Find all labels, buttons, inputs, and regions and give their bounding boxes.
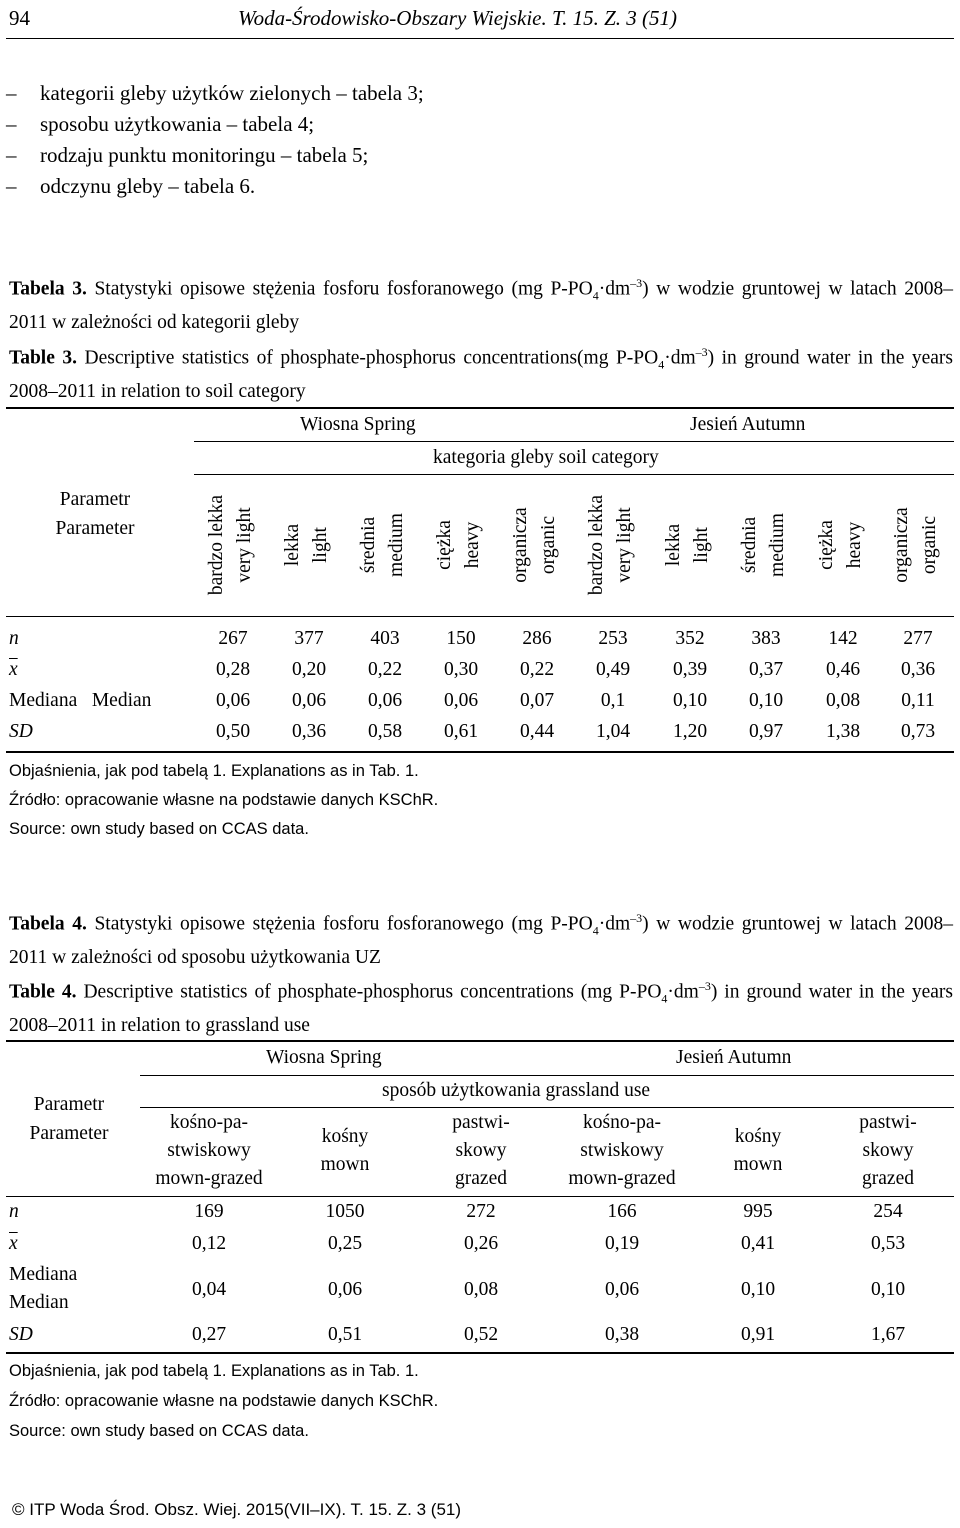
table3-cell: 0,07 [519, 690, 555, 711]
list-item [6, 109, 424, 140]
table4-source-en: Source: own study based on CCAS data. [9, 1422, 309, 1440]
column-label-line: skowy [862, 1140, 914, 1161]
table3-param-pl: Parametr [59, 489, 131, 510]
row-label-line: Median [9, 1292, 69, 1313]
bullet-dash: – [6, 143, 17, 167]
caption-text: ·dm [667, 981, 699, 1003]
column-label-en: organic [538, 515, 559, 575]
list-item-text: odczynu gleby – tabela 6. [40, 174, 256, 198]
table4-column-header [275, 1123, 415, 1179]
table4-source-pl: Źródło: opracowanie własne na podstawie danych KSChR. [9, 1392, 439, 1410]
table4-cell: 0,27 [191, 1324, 227, 1345]
subscript: 4 [592, 288, 599, 303]
table3-cell: 0,46 [825, 659, 861, 680]
table4-cell: 1050 [325, 1201, 365, 1222]
table3-cell: 0,22 [367, 659, 403, 680]
table3-column-header [660, 480, 720, 610]
table4-row-label: $\overline{x}$ [9, 1233, 18, 1254]
table3-cell: 0,28 [215, 659, 251, 680]
table4-cell: 0,91 [740, 1324, 776, 1345]
column-label-line: stwiskowy [580, 1140, 664, 1161]
list-item [6, 140, 424, 171]
table4-cell: 272 [466, 1201, 496, 1222]
caption-text: ) w wodzie gruntowej w latach 2008–2011 w zależności od kategorii gleby [9, 278, 954, 334]
table4-cell: 0,38 [604, 1324, 640, 1345]
table3-cell: 142 [828, 628, 858, 649]
footer-copyright: © ITP Woda Środ. Obsz. Wiej. 2015(VII–IX). T. 15. Z. 3 (51) [12, 1500, 462, 1519]
table3-column-header [203, 480, 263, 610]
table3-cell: 0,1 [600, 690, 626, 711]
table3-cell: 0,22 [519, 659, 555, 680]
table3-cell: 352 [675, 628, 705, 649]
table4-cell: 0,06 [604, 1279, 640, 1300]
table3-cell: 1,20 [672, 721, 708, 742]
table4-cell: 0,51 [327, 1324, 363, 1345]
column-label-line: pastwi- [452, 1112, 510, 1133]
table3-column-header [279, 480, 339, 610]
table3-column-header [431, 480, 491, 610]
table3-cell: 0,08 [825, 690, 861, 711]
caption-text: Descriptive statistics of phosphate-phosphorus concentrations(mg P-PO [84, 347, 659, 369]
column-label-line: mown [320, 1154, 370, 1175]
caption-text: ) w wodzie gruntowej w latach 2008–2011 w zależności od sposobu użytkowania UZ [9, 913, 954, 969]
table4-row-label [9, 1261, 77, 1317]
table3-source-en: Source: own study based on CCAS data. [9, 820, 309, 838]
table3-cell: 0,73 [900, 721, 936, 742]
table3-param-en: Parameter [55, 518, 135, 539]
page-number: 94 [9, 6, 30, 30]
table4-column-header [139, 1109, 279, 1193]
column-label-en: medium [767, 513, 788, 577]
table3-cell: 0,11 [901, 690, 935, 711]
table3-cell: 0,36 [900, 659, 936, 680]
column-label-pl: średnia [358, 516, 379, 574]
column-label-line: stwiskowy [167, 1140, 251, 1161]
table4-cell: 169 [194, 1201, 224, 1222]
caption-text: Statystyki opisowe stężenia fosforu fosforanowego (mg P-PO [94, 913, 593, 935]
table3-spring-header: Wiosna Spring [300, 414, 416, 435]
list-item-text: kategorii gleby użytków zielonych – tabela 3; [40, 81, 424, 105]
list-item [6, 171, 424, 202]
table4-cell: 995 [743, 1201, 773, 1222]
bullet-dash: – [6, 174, 17, 198]
column-label-pl: bardzo lekka [206, 494, 227, 596]
table4-cell: 0,52 [463, 1324, 499, 1345]
superscript: –3 [695, 345, 708, 359]
table3-cell: 0,50 [215, 721, 251, 742]
table4-column-header [818, 1109, 958, 1193]
table4-caption-en [9, 973, 953, 1039]
caption-text: ·dm [598, 278, 631, 300]
table4-cell: 0,06 [327, 1279, 363, 1300]
table3-cell: 0,49 [595, 659, 631, 680]
caption-label: Tabela 4. [9, 913, 87, 935]
column-label-line: mown [733, 1154, 783, 1175]
table3-header-rule [6, 616, 954, 617]
table3-cell: 0,97 [748, 721, 784, 742]
table3-top-rule [6, 407, 954, 409]
table3-column-header [813, 480, 873, 610]
header-rule [6, 38, 954, 39]
column-label-en: medium [386, 513, 407, 577]
table3-column-header [888, 480, 948, 610]
table4-cell: 0,25 [327, 1233, 363, 1254]
table3-row-label: n [9, 628, 19, 649]
table3-cell: 0,44 [519, 721, 555, 742]
row-label-line: Mediana [9, 1264, 78, 1285]
table3-caption-en [9, 339, 953, 405]
table3-cell: 0,30 [443, 659, 479, 680]
column-label-pl: średnia [739, 516, 760, 574]
column-label-pl: lekka [282, 523, 303, 567]
caption-text: ·dm [664, 347, 696, 369]
table3-cell: 0,10 [672, 690, 708, 711]
list-item [6, 78, 424, 109]
table3-column-header [736, 480, 796, 610]
table4-top-rule [6, 1040, 954, 1042]
bullet-dash: – [6, 81, 17, 105]
table4-column-header [688, 1123, 828, 1179]
table4-group-rule [140, 1107, 954, 1108]
table4-cell: 1,67 [870, 1324, 906, 1345]
table3-column-header [507, 480, 567, 610]
table4-cell: 0,26 [463, 1233, 499, 1254]
column-label-en: light [691, 527, 712, 563]
table3-cell: 286 [522, 628, 552, 649]
table4-bottom-rule [6, 1352, 954, 1354]
subscript: 4 [592, 923, 599, 938]
table3-cell: 0,06 [367, 690, 403, 711]
superscript: –3 [630, 276, 643, 290]
journal-title: Woda-Środowisko-Obszary Wiejskie. T. 15. Z. 3 (51) [238, 6, 678, 30]
column-label-line: skowy [455, 1140, 507, 1161]
column-label-en: light [310, 527, 331, 563]
table3-cell: 267 [218, 628, 248, 649]
table3-row-label: Mediana Median [9, 690, 152, 711]
column-label-line: kośny [734, 1126, 782, 1147]
table4-header-rule [6, 1196, 954, 1197]
table3-cell: 1,38 [825, 721, 861, 742]
table4-cell: 0,41 [740, 1233, 776, 1254]
table4-group-header: sposób użytkowania grassland use [382, 1080, 651, 1101]
table4-season-rule [140, 1075, 954, 1076]
table4-cell: 0,53 [870, 1233, 906, 1254]
table4-caption-pl [9, 905, 953, 971]
table4-cell: 0,10 [740, 1279, 776, 1300]
column-label-en: very light [614, 507, 635, 583]
column-label-line: kośno-pa- [170, 1112, 248, 1133]
table3-cell: 0,58 [367, 721, 403, 742]
subscript: 4 [661, 991, 668, 1006]
table4-cell: 254 [873, 1201, 903, 1222]
table3-cell: 0,06 [215, 690, 251, 711]
column-label-en: heavy [462, 521, 483, 569]
column-label-line: pastwi- [859, 1112, 917, 1133]
table4-row-label: n [9, 1201, 19, 1222]
column-label-pl: ciężka [434, 520, 455, 570]
table4-autumn-header: Jesień Autumn [676, 1047, 792, 1068]
table4-spring-header: Wiosna Spring [266, 1047, 382, 1068]
table4-note: Objaśnienia, jak pod tabelą 1. Explanations as in Tab. 1. [9, 1362, 419, 1380]
table4-param-pl: Parametr [33, 1094, 105, 1115]
table3-cell: 1,04 [595, 721, 631, 742]
table4-cell: 0,10 [870, 1279, 906, 1300]
caption-text: ·dm [598, 913, 631, 935]
caption-label: Table 3. [9, 347, 78, 369]
column-label-line: mown-grazed [568, 1168, 676, 1189]
table3-cell: 377 [294, 628, 324, 649]
table3-cell: 0,20 [291, 659, 327, 680]
table3-cell: 0,06 [291, 690, 327, 711]
column-label-pl: organicza [891, 507, 912, 583]
column-label-pl: organicza [510, 507, 531, 583]
table4-cell: 166 [607, 1201, 637, 1222]
list-item-text: rodzaju punktu monitoringu – tabela 5; [40, 143, 369, 167]
table3-column-header [583, 480, 643, 610]
table4-cell: 0,08 [463, 1279, 499, 1300]
table4-row-label: SD [9, 1324, 33, 1345]
column-label-line: kośno-pa- [583, 1112, 661, 1133]
table3-note: Objaśnienia, jak pod tabelą 1. Explanations as in Tab. 1. [9, 762, 419, 780]
caption-label: Table 4. [9, 981, 77, 1003]
column-label-line: kośny [321, 1126, 369, 1147]
caption-text: Descriptive statistics of phosphate-phosphorus concentrations (mg P-PO [83, 981, 662, 1003]
column-label-en: organic [919, 515, 940, 575]
superscript: –3 [698, 979, 711, 993]
caption-label: Tabela 3. [9, 278, 87, 300]
table3-cell: 0,39 [672, 659, 708, 680]
list-item-text: sposobu użytkowania – tabela 4; [40, 112, 315, 136]
table3-cell: 0,10 [748, 690, 784, 711]
table3-cell: 277 [903, 628, 933, 649]
column-label-line: mown-grazed [155, 1168, 263, 1189]
table4-cell: 0,19 [604, 1233, 640, 1254]
table3-source-pl: Źródło: opracowanie własne na podstawie danych KSChR. [9, 791, 439, 809]
column-label-line: grazed [455, 1168, 507, 1189]
table3-row-label: $\overline{x}$ [9, 659, 18, 680]
column-label-en: heavy [844, 521, 865, 569]
table4-param-en: Parameter [29, 1123, 109, 1144]
table4-column-header [552, 1109, 692, 1193]
bullet-list [6, 78, 424, 202]
table3-cell: 0,06 [443, 690, 479, 711]
table3-cell: 150 [446, 628, 476, 649]
column-label-line: grazed [862, 1168, 914, 1189]
table4-column-header [411, 1109, 551, 1193]
table3-group-rule [194, 474, 954, 475]
table3-cell: 0,36 [291, 721, 327, 742]
table3-caption-pl [9, 270, 953, 336]
table3-cell: 0,61 [443, 721, 479, 742]
superscript: –3 [630, 911, 643, 925]
table3-column-header [355, 480, 415, 610]
table3-season-rule [194, 441, 954, 442]
column-label-pl: lekka [663, 523, 684, 567]
caption-text: ) in ground water in the years 2008–2011 in relation to grassland use [9, 981, 953, 1037]
table3-cell: 0,37 [748, 659, 784, 680]
table3-cell: 383 [751, 628, 781, 649]
subscript: 4 [658, 357, 665, 372]
table3-bottom-rule [6, 751, 954, 753]
caption-text: ) in ground water in the years 2008–2011 in relation to soil category [9, 347, 954, 403]
column-label-pl: bardzo lekka [586, 494, 607, 596]
table3-cell: 253 [598, 628, 628, 649]
table3-group-header: kategoria gleby soil category [433, 447, 659, 468]
caption-text: Statystyki opisowe stężenia fosforu fosforanowego (mg P-PO [94, 278, 593, 300]
table4-cell: 0,12 [191, 1233, 227, 1254]
table3-autumn-header: Jesień Autumn [690, 414, 806, 435]
column-label-en: very light [234, 507, 255, 583]
table3-cell: 403 [370, 628, 400, 649]
table3-row-label: SD [9, 721, 33, 742]
bullet-dash: – [6, 112, 17, 136]
column-label-pl: ciężka [816, 520, 837, 570]
table4-cell: 0,04 [191, 1279, 227, 1300]
